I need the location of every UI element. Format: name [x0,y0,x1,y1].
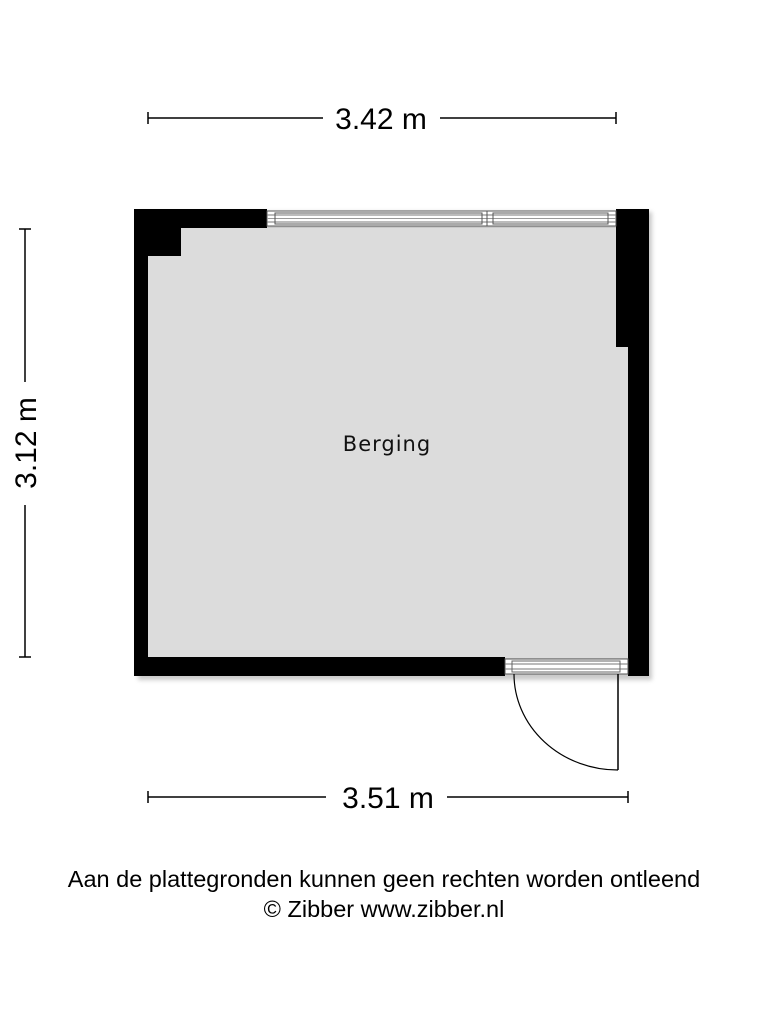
copyright-text: © Zibber www.zibber.nl [263,896,505,922]
door-frame [505,659,628,674]
disclaimer-text: Aan de plattegronden kunnen geen rechten worden ontleend [67,866,701,892]
bottom-dimension-label: 3.51 m [342,782,434,815]
window [267,211,616,226]
room-label: Berging [342,432,432,456]
bottom-dimension [148,782,628,815]
door [514,674,618,770]
left-dimension [10,229,43,657]
left-dimension-label: 3.12 m [10,397,43,489]
top-dimension-label: 3.42 m [335,103,427,136]
top-dimension [148,103,616,136]
